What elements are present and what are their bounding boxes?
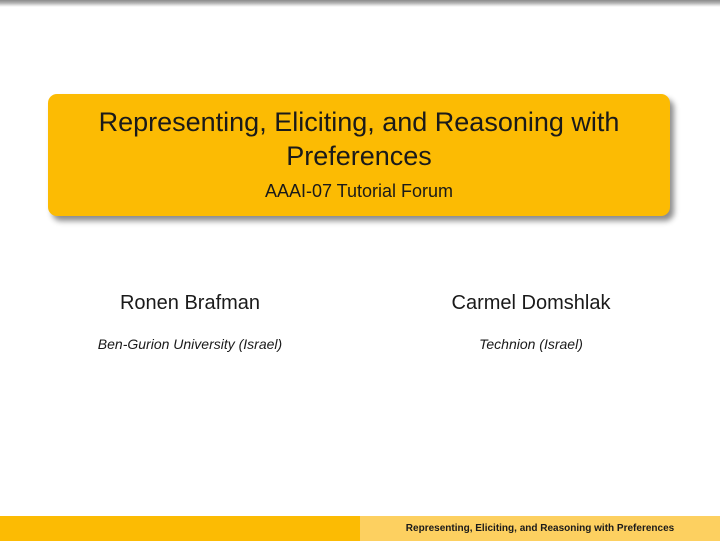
author-institution: Technion (Israel) — [479, 336, 583, 352]
footer-left-segment — [0, 516, 360, 541]
author-name: Ronen Brafman — [119, 292, 261, 314]
slide-title: Representing, Eliciting, and Reasoning with Preferences — [98, 107, 620, 171]
author-block-domshlak — [400, 291, 662, 353]
title-block — [48, 94, 670, 216]
author-name: Carmel Domshlak — [451, 292, 611, 314]
footer-bar — [0, 516, 720, 541]
author-institution: Ben-Gurion University (Israel) — [97, 336, 283, 352]
slide-subtitle: AAAI-07 Tutorial Forum — [264, 181, 454, 201]
footer-right-segment — [360, 516, 720, 541]
footer-title: Representing, Eliciting, and Reasoning with Preferences — [405, 523, 675, 534]
top-rule — [0, 0, 720, 7]
author-block-brafman — [60, 291, 320, 353]
